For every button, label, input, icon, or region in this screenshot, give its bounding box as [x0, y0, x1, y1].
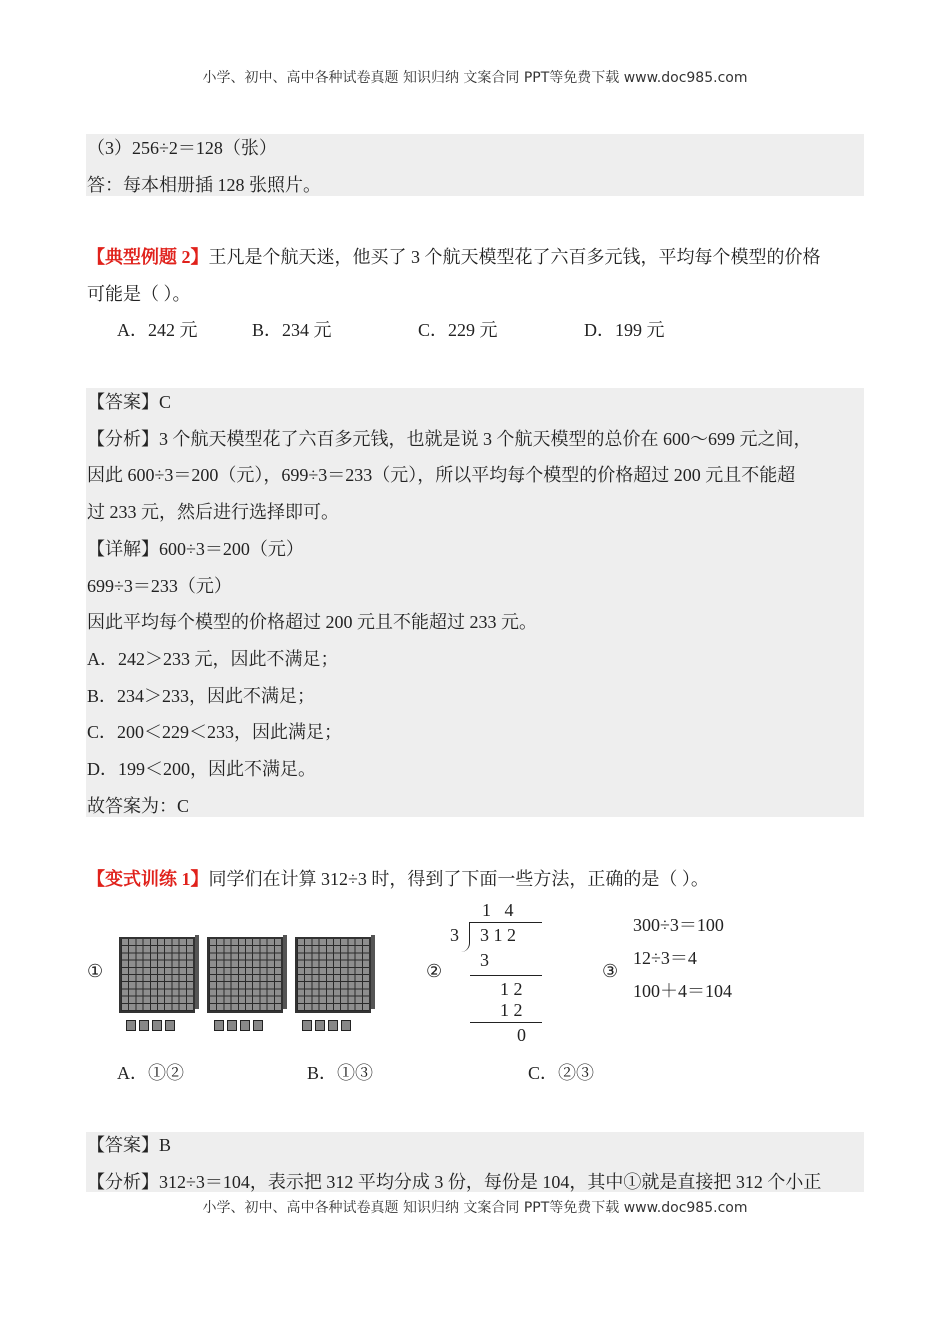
unit-cube: [165, 1020, 175, 1031]
solution-line: 【分析】312÷3＝104，表示把 312 平均分成 3 份，每份是 104，其中①就是直接把 312 个小正: [87, 1172, 822, 1192]
unit-cube: [328, 1020, 338, 1031]
hundred-block: [295, 937, 371, 1013]
option-c: C．②③: [528, 1063, 595, 1083]
solution-line: 【答案】C: [87, 392, 172, 412]
option-a: A．242 元: [117, 320, 198, 340]
option-b: B．234 元: [252, 320, 332, 340]
solution-line: 因此平均每个模型的价格超过 200 元且不能超过 233 元。: [87, 612, 537, 633]
unit-cube: [302, 1020, 312, 1031]
unit-cube: [139, 1020, 149, 1031]
unit-cube: [152, 1020, 162, 1031]
method3-label: ③: [602, 961, 619, 981]
unit-cube: [126, 1020, 136, 1031]
solution-line: 因此 600÷3＝200（元），699÷3＝233（元），所以平均每个模型的价格超过 200 元且不能超: [87, 465, 796, 486]
solution-line: 故答案为：C: [87, 795, 190, 816]
solution-line: 过 233 元，然后进行选择即可。: [87, 502, 339, 523]
solution-line: 【分析】3 个航天模型花了六百多元钱，也就是说 3 个航天模型的总价在 600～699 元之间，: [87, 428, 812, 449]
method1-label: ①: [87, 961, 104, 981]
solution-line: 【答案】B: [87, 1135, 172, 1155]
unit-cube: [253, 1020, 263, 1031]
unit-cube: [341, 1020, 351, 1031]
variant-tag: 【变式训练 1】: [87, 869, 209, 889]
example-tag: 【典型例题 2】: [87, 247, 209, 267]
example2-question-cont: 可能是（ ）。: [87, 284, 191, 304]
method2-label: ②: [426, 961, 443, 981]
hundred-block: [119, 937, 195, 1013]
option-d: D．199 元: [584, 320, 665, 340]
solution-line: 699÷3＝233（元）: [87, 575, 232, 596]
solution-line: A．242＞233 元，因此不满足；: [87, 648, 339, 669]
method3-line: 100＋4＝104: [633, 981, 732, 1001]
page-footer: 小学、初中、高中各种试卷真题 知识归纳 文案合同 PPT等免费下载 www.doc985.com: [202, 1200, 748, 1216]
unit-cube: [227, 1020, 237, 1031]
method3-line: 12÷3＝4: [633, 948, 697, 968]
hundred-block: [207, 937, 283, 1013]
solution-line: C．200＜229＜233，因此满足；: [87, 722, 343, 743]
unit-cube: [214, 1020, 224, 1031]
solution-line: D．199＜200，因此不满足。: [87, 759, 316, 779]
unit-cube: [240, 1020, 250, 1031]
option-a: A．①②: [117, 1063, 184, 1083]
solution-line: 【详解】600÷3＝200（元）: [87, 538, 304, 559]
solution2-box: [86, 388, 864, 817]
page-header: 小学、初中、高中各种试卷真题 知识归纳 文案合同 PPT等免费下载 www.doc985.com: [202, 70, 748, 86]
option-c: C．229 元: [418, 320, 498, 340]
unit-cube: [315, 1020, 325, 1031]
option-b: B．①③: [307, 1063, 374, 1083]
example2-question: 【典型例题 2】王凡是个航天迷，他买了 3 个航天模型花了六百多元钱，平均每个模型的价格: [87, 247, 821, 267]
solution-line: （3）256÷2＝128（张）: [87, 138, 277, 158]
solution-line: B．234＞233，因此不满足；: [87, 685, 316, 706]
variant1-question: 【变式训练 1】同学们在计算 312÷3 时，得到了下面一些方法，正确的是（ ）。: [87, 869, 709, 889]
method3-line: 300÷3＝100: [633, 915, 724, 935]
solution-line: 答：每本相册插 128 张照片。: [87, 175, 321, 195]
